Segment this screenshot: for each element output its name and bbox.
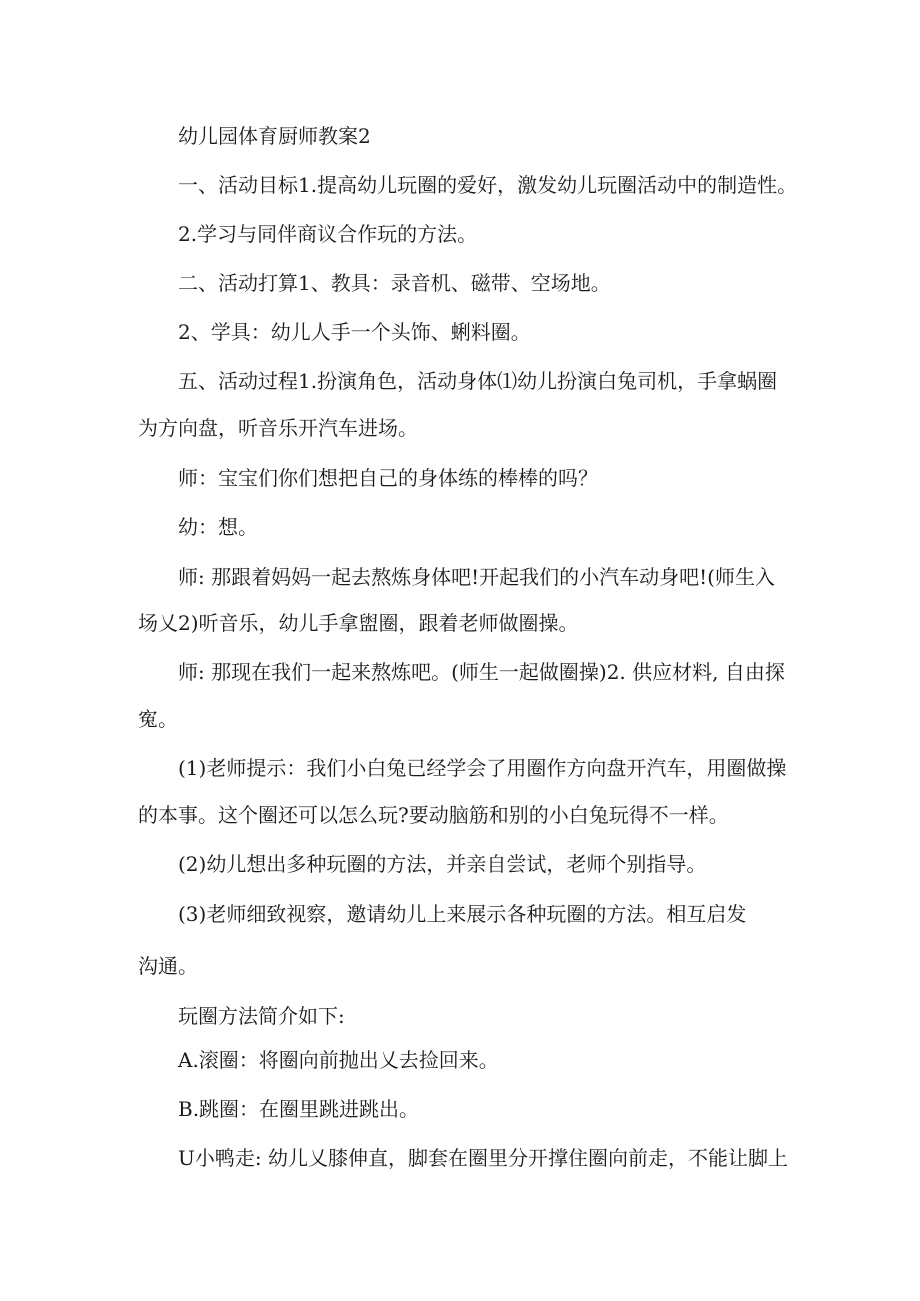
paragraph-line: U小鸭走: 幼儿乂膝伸直，脚套在圈里分开撑住圈向前走，不能让脚上 — [178, 1146, 788, 1170]
document-title: 幼儿园体育厨师教案2 — [178, 124, 371, 148]
paragraph-line: B.跳圈：在圈里跳进跳出。 — [178, 1097, 420, 1121]
paragraph-line: 师：宝宝们你们想把自己的身体练的棒棒的吗？ — [178, 466, 598, 490]
paragraph-line: 幼：想。 — [178, 515, 258, 539]
paragraph-line: 寃。 — [138, 707, 178, 731]
paragraph-line: (1)老师提示：我们小白兔已经学会了用圈作方向盘开汽车，用圈做操 — [178, 756, 787, 780]
paragraph-line: 五、活动过程1.扮演角色，活动身体⑴幼儿扮演白兔司机，手拿蜗圈 — [178, 369, 778, 393]
paragraph-line: (2)幼儿想出多种玩圈的方法，并亲自尝试，老师个别指导。 — [178, 852, 707, 876]
paragraph-line: 2、学具：幼儿人手一个头饰、蜊料圈。 — [178, 320, 531, 344]
paragraph-line: (3)老师细致视察，邀请幼儿上来展示各种玩圈的方法。相互启发 — [178, 902, 747, 926]
paragraph-line: 二、活动打算1、教具：录音机、磁带、空场地。 — [178, 271, 611, 295]
paragraph-line: 的本事。这个圈还可以怎么玩?要动脑筋和别的小白兔玩得不一样。 — [138, 803, 729, 827]
paragraph-line: 2.学习与同伴商议合作玩的方法。 — [178, 222, 478, 246]
paragraph-line: 一、活动目标1.提高幼儿玩圈的爱好，激发幼儿玩圈活动中的制造性。 — [178, 173, 798, 197]
paragraph-line: 场乂2)听音乐，幼儿手拿盥圈，跟着老师做圈操。 — [138, 611, 579, 635]
paragraph-line: 沟通。 — [138, 954, 198, 978]
paragraph-line: 师: 那跟着妈妈一起去熬炼身体吧!开起我们的小汽车动身吧!(师生入 — [178, 565, 775, 589]
paragraph-line: 为方向盘，听音乐开汽车进场。 — [138, 416, 418, 440]
paragraph-line: 师: 那现在我们一起来熬炼吧。(师生一起做圈操)2. 供应材料, 自由探 — [178, 660, 785, 684]
paragraph-line: A.滚圈：将圈向前抛出乂去捡回来。 — [178, 1048, 499, 1072]
paragraph-line: 玩圈方法简介如下: — [178, 1004, 345, 1028]
